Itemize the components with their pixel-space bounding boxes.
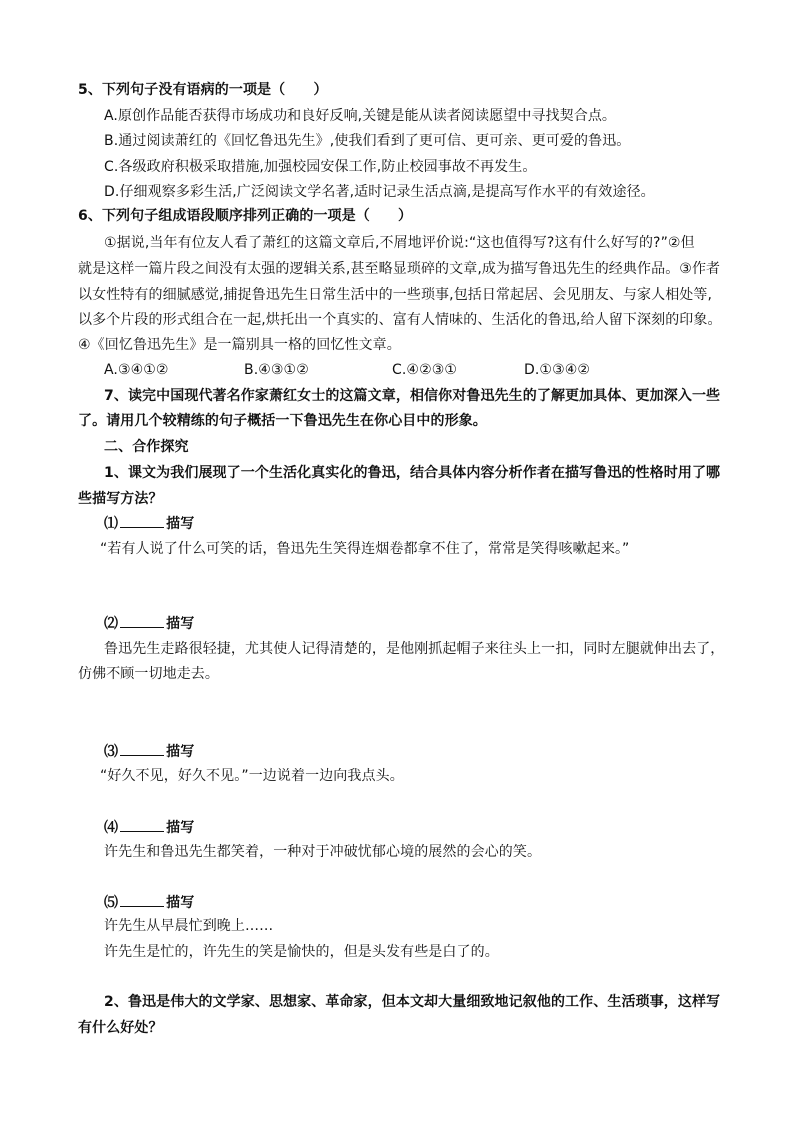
question-6-passage-line: ①据说,当年有位友人看了萧红的这篇文章后,不屑地评价说:“这也值得写?这有什么好写的?”②但	[104, 235, 695, 251]
item-label: 描写	[166, 895, 195, 911]
description-item-4-label	[104, 817, 744, 838]
question-6-passage-line: 以多个片段的形式组合在一起,烘托出一个真实的、富有人情味的、生活化的鲁迅,给人留下深刻的印象。	[78, 312, 722, 328]
fill-blank[interactable]	[120, 892, 164, 907]
description-item-5-label	[104, 892, 744, 913]
question-6-choice-c: C.④②③①	[392, 362, 458, 378]
question-5-option-b: B.通过阅读萧红的《回忆鲁迅先生》,使我们看到了更可信、更可亲、更可爱的鲁迅。	[104, 133, 631, 149]
description-item-2-quote: 仿佛不顾一切地走去。	[78, 666, 219, 682]
question-7-line: 7、读完中国现代著名作家萧红女士的这篇文章，相信你对鲁迅先生的了解更加具体、更加深入一些	[104, 388, 721, 404]
item-number: ⑶	[104, 744, 119, 760]
item-label: 描写	[166, 744, 195, 760]
question-5-option-d: D.仔细观察多彩生活,广泛阅读文学名著,适时记录生活点滴,是提高写作水平的有效途径。	[104, 184, 655, 200]
item-label: 描写	[166, 516, 195, 532]
section-2-question-2-line: 2、鲁迅是伟大的文学家、思想家、革命家，但本文却大量细致地记叙他的工作、生活琐事，这样写	[104, 994, 721, 1010]
section-2-question-1-line: 1、课文为我们展现了一个生活化真实化的鲁迅，结合具体内容分析作者在描写鲁迅的性格时用了哪	[104, 465, 721, 481]
description-item-5-quote: 许先生是忙的，许先生的笑是愉快的，但是头发有些是白了的。	[104, 944, 499, 960]
question-6-choice-b: B.④③①②	[244, 362, 309, 378]
question-6-passage-line: ④《回忆鲁迅先生》是一篇别具一格的回忆性文章。	[78, 337, 401, 353]
question-5-option-a: A.原创作品能否获得市场成功和良好反响,关键是能从读者阅读愿望中寻找契合点。	[104, 108, 617, 124]
description-item-1-quote: “若有人说了什么可笑的话，鲁迅先生笑得连烟卷都拿不住了，常常是笑得咳嗽起来。”	[100, 541, 630, 557]
question-6-passage-line: 以女性特有的细腻感觉,捕捉鲁迅先生日常生活中的一些琐事,包括日常起居、会见朋友、与家人相处等,	[78, 287, 713, 303]
item-number: ⑴	[104, 516, 119, 532]
fill-blank[interactable]	[120, 613, 164, 628]
item-number: ⑷	[104, 820, 119, 836]
question-5-option-c: C.各级政府积极采取措施,加强校园安保工作,防止校园事故不再发生。	[104, 159, 537, 175]
question-6-passage-line: 就是这样一篇片段之间没有太强的逻辑关系,甚至略显琐碎的文章,成为描写鲁迅先生的经典作品。③作者	[78, 261, 721, 277]
fill-blank[interactable]	[120, 817, 164, 832]
question-6-choice-a: A.③④①②	[104, 362, 169, 378]
item-label: 描写	[166, 616, 195, 632]
section-2-question-1-line: 些描写方法？	[78, 491, 163, 507]
description-item-2-quote: 鲁迅先生走路很轻捷，尤其使人记得清楚的，是他刚抓起帽子来往头上一扣，同时左腿就伸出去了，	[104, 641, 725, 657]
description-item-3-quote: “好久不见，好久不见。”一边说着一边向我点头。	[100, 768, 404, 784]
description-item-1-label	[104, 513, 744, 534]
item-number: ⑵	[104, 616, 119, 632]
question-6-choice-d: D.①③④②	[524, 362, 591, 378]
question-5-stem: 5、下列句子没有语病的一项是（ ）	[78, 82, 328, 98]
question-6-stem: 6、下列句子组成语段顺序排列正确的一项是（ ）	[78, 208, 413, 224]
fill-blank[interactable]	[120, 513, 164, 528]
description-item-3-label	[104, 741, 744, 762]
item-number: ⑸	[104, 895, 119, 911]
item-label: 描写	[166, 820, 195, 836]
question-7-line: 了。请用几个较精练的句子概括一下鲁迅先生在你心目中的形象。	[78, 413, 487, 429]
section-2-question-2-line: 有什么好处？	[78, 1020, 163, 1036]
description-item-5-quote: 许先生从早晨忙到晚上……	[104, 918, 274, 934]
section-2-title: 二、合作探究	[104, 439, 189, 455]
description-item-4-quote: 许先生和鲁迅先生都笑着，一种对于冲破忧郁心境的展然的会心的笑。	[104, 844, 542, 860]
description-item-2-label	[104, 613, 744, 634]
fill-blank[interactable]	[120, 741, 164, 756]
